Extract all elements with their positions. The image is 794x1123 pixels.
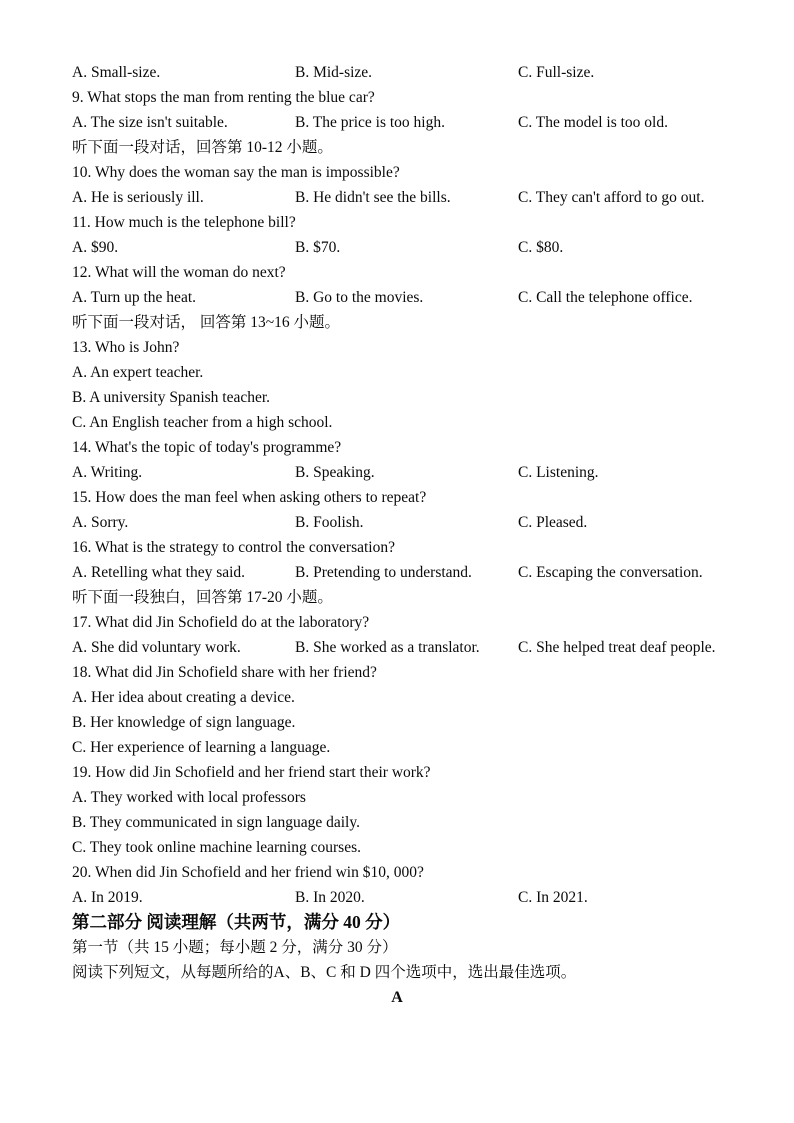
question-17 [72, 610, 758, 635]
options-row-q14 [72, 460, 758, 485]
listening-direction-13-16 [72, 310, 758, 335]
option-a: A. She did voluntary work. [72, 639, 241, 656]
option-a: A. Retelling what they said. [72, 564, 246, 581]
option-a: A. In 2019. [72, 889, 143, 906]
option-a: A. Sorry. [72, 514, 129, 531]
question-20 [72, 860, 758, 885]
option-c: C. Pleased. [518, 514, 588, 531]
option-b: B. Pretending to understand. [295, 564, 472, 581]
option-c: C. Escaping the conversation. [518, 564, 703, 581]
question-13-text: 13. Who is John? [72, 339, 180, 356]
question-15-text: 15. How does the man feel when asking others to repeat? [72, 489, 427, 506]
option-b: B. Go to the movies. [295, 289, 424, 306]
question-16-text: 16. What is the strategy to control the conversation? [72, 539, 395, 556]
option-18a-text: A. Her idea about creating a device. [72, 689, 295, 706]
option-18c-text: C. Her experience of learning a language. [72, 739, 331, 756]
option-13c-text: C. An English teacher from a high school. [72, 414, 333, 431]
passage-a-label-text: A [391, 989, 403, 1006]
option-b: B. The price is too high. [295, 114, 445, 131]
question-17-text: 17. What did Jin Schofield do at the laboratory? [72, 614, 370, 631]
option-13a [72, 360, 758, 385]
question-11 [72, 210, 758, 235]
reading-instruction-text: 阅读下列短文，从每题所给的A、B、C 和 D 四个选项中，选出最佳选项。 [72, 964, 577, 981]
option-c: C. Listening. [518, 464, 599, 481]
options-row-q11 [72, 235, 758, 260]
listening-direction-10-12-text: 听下面一段对话，回答第 10-12 小题。 [72, 139, 333, 156]
question-11-text: 11. How much is the telephone bill? [72, 214, 296, 231]
option-a: A. He is seriously ill. [72, 189, 204, 206]
part2-heading-text: 第二部分 阅读理解（共两节，满分 40 分） [72, 912, 401, 932]
question-9 [72, 85, 758, 110]
options-row-q20 [72, 885, 758, 910]
option-a: A. Small-size. [72, 64, 161, 81]
question-18 [72, 660, 758, 685]
option-18a [72, 685, 758, 710]
listening-direction-13-16-text: 听下面一段对话， 回答第 13~16 小题。 [72, 314, 341, 331]
option-19c [72, 835, 758, 860]
rows-container [72, 60, 758, 985]
question-13 [72, 335, 758, 360]
option-b: B. Foolish. [295, 514, 364, 531]
option-b: B. Mid-size. [295, 64, 373, 81]
option-19c-text: C. They took online machine learning courses. [72, 839, 361, 856]
option-c: C. In 2021. [518, 889, 588, 906]
question-14-text: 14. What's the topic of today's programme? [72, 439, 342, 456]
option-b: B. He didn't see the bills. [295, 189, 451, 206]
option-b: B. $70. [295, 239, 341, 256]
option-a: A. The size isn't suitable. [72, 114, 228, 131]
option-19a-text: A. They worked with local professors [72, 789, 306, 806]
listening-direction-17-20 [72, 585, 758, 610]
question-12 [72, 260, 758, 285]
options-row-q12 [72, 285, 758, 310]
option-c: C. Call the telephone office. [518, 289, 693, 306]
option-b: B. Speaking. [295, 464, 375, 481]
option-c: C. They can't afford to go out. [518, 189, 705, 206]
options-row-q15 [72, 510, 758, 535]
option-13b-text: B. A university Spanish teacher. [72, 389, 271, 406]
question-19 [72, 760, 758, 785]
question-9-text: 9. What stops the man from renting the blue car? [72, 89, 375, 106]
question-14 [72, 435, 758, 460]
option-b: B. She worked as a translator. [295, 639, 480, 656]
question-16 [72, 535, 758, 560]
option-19b-text: B. They communicated in sign language daily. [72, 814, 360, 831]
option-c: C. Full-size. [518, 64, 595, 81]
passage-a-label [36, 985, 758, 1010]
option-c: C. The model is too old. [518, 114, 668, 131]
question-15 [72, 485, 758, 510]
option-c: C. She helped treat deaf people. [518, 639, 716, 656]
question-12-text: 12. What will the woman do next? [72, 264, 286, 281]
option-18c [72, 735, 758, 760]
option-19a [72, 785, 758, 810]
options-row-q17 [72, 635, 758, 660]
question-10 [72, 160, 758, 185]
option-19b [72, 810, 758, 835]
options-row-q9 [72, 110, 758, 135]
option-a: A. $90. [72, 239, 119, 256]
option-a: A. Writing. [72, 464, 143, 481]
question-20-text: 20. When did Jin Schofield and her friend win $10, 000? [72, 864, 424, 881]
question-19-text: 19. How did Jin Schofield and her friend start their work? [72, 764, 431, 781]
option-b: B. In 2020. [295, 889, 365, 906]
option-13a-text: A. An expert teacher. [72, 364, 204, 381]
part2-heading [72, 910, 758, 935]
section1-heading-text: 第一节（共 15 小题；每小题 2 分，满分 30 分） [72, 939, 398, 956]
section1-heading [72, 935, 758, 960]
question-10-text: 10. Why does the woman say the man is impossible? [72, 164, 400, 181]
options-row-q16 [72, 560, 758, 585]
option-18b-text: B. Her knowledge of sign language. [72, 714, 296, 731]
option-13b [72, 385, 758, 410]
option-c: C. $80. [518, 239, 564, 256]
option-13c [72, 410, 758, 435]
options-row-q8 [72, 60, 758, 85]
option-a: A. Turn up the heat. [72, 289, 196, 306]
listening-direction-17-20-text: 听下面一段独白，回答第 17-20 小题。 [72, 589, 333, 606]
question-18-text: 18. What did Jin Schofield share with her friend? [72, 664, 377, 681]
options-row-q10 [72, 185, 758, 210]
listening-direction-10-12 [72, 135, 758, 160]
reading-instruction [72, 960, 758, 985]
option-18b [72, 710, 758, 735]
